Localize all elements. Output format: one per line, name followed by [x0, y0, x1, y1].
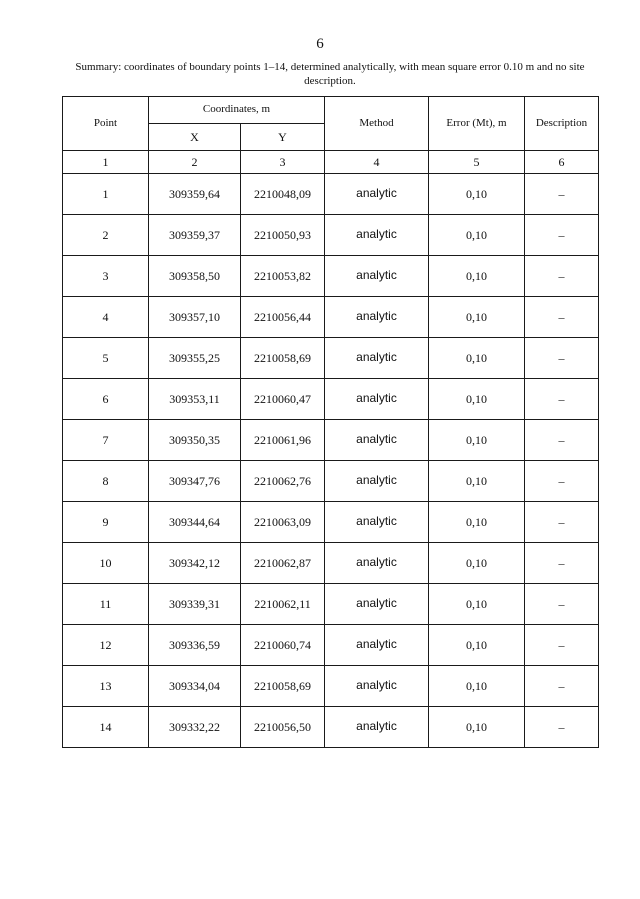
- cell-method: analytic: [325, 543, 429, 584]
- cell-method: analytic: [325, 174, 429, 215]
- column-number-row: [63, 151, 599, 174]
- cell-error: 0,10: [429, 338, 525, 379]
- cell-description: –: [525, 338, 599, 379]
- cell-error: 0,10: [429, 215, 525, 256]
- cell-error: 0,10: [429, 502, 525, 543]
- cell-method: analytic: [325, 461, 429, 502]
- cell-point-id: 14: [63, 707, 149, 748]
- page-number: 6: [316, 36, 324, 52]
- column-number: 6: [525, 151, 599, 174]
- header-point-id: Point: [63, 97, 149, 151]
- cell-error: 0,10: [429, 256, 525, 297]
- header-coordinates: Coordinates, m: [149, 97, 325, 124]
- cell-method: analytic: [325, 215, 429, 256]
- header-x: X: [149, 124, 241, 151]
- cell-y: 2210056,50: [241, 707, 325, 748]
- cell-y: 2210053,82: [241, 256, 325, 297]
- cell-point-id: 6: [63, 379, 149, 420]
- table-row: [63, 256, 599, 297]
- cell-point-id: 2: [63, 215, 149, 256]
- column-number: 1: [63, 151, 149, 174]
- column-number: 3: [241, 151, 325, 174]
- cell-method: analytic: [325, 297, 429, 338]
- cell-x: 309342,12: [149, 543, 241, 584]
- cell-description: –: [525, 707, 599, 748]
- cell-description: –: [525, 256, 599, 297]
- cell-description: –: [525, 625, 599, 666]
- cell-point-id: 5: [63, 338, 149, 379]
- table-row: [63, 502, 599, 543]
- cell-x: 309359,37: [149, 215, 241, 256]
- table-row: [63, 543, 599, 584]
- table-row: [63, 625, 599, 666]
- cell-x: 309336,59: [149, 625, 241, 666]
- header-method: Method: [325, 97, 429, 151]
- header-description: Description: [525, 97, 599, 151]
- cell-y: 2210048,09: [241, 174, 325, 215]
- cell-method: analytic: [325, 625, 429, 666]
- header-y: Y: [241, 124, 325, 151]
- cell-y: 2210062,11: [241, 584, 325, 625]
- cell-method: analytic: [325, 666, 429, 707]
- table-row: [63, 297, 599, 338]
- cell-y: 2210060,74: [241, 625, 325, 666]
- cell-error: 0,10: [429, 379, 525, 420]
- header-error: Error (Mt), m: [429, 97, 525, 151]
- cell-description: –: [525, 666, 599, 707]
- cell-description: –: [525, 461, 599, 502]
- cell-error: 0,10: [429, 297, 525, 338]
- cell-point-id: 10: [63, 543, 149, 584]
- page-summary: Summary: coordinates of boundary points 1–14, determined analytically, with mean square error 0.10 m and no site description.: [75, 61, 585, 88]
- cell-description: –: [525, 174, 599, 215]
- cell-y: 2210063,09: [241, 502, 325, 543]
- cell-x: 309359,64: [149, 174, 241, 215]
- table-row: [63, 420, 599, 461]
- boundary-points-table: [62, 96, 599, 748]
- cell-description: –: [525, 584, 599, 625]
- cell-error: 0,10: [429, 666, 525, 707]
- cell-x: 309350,35: [149, 420, 241, 461]
- column-number: 2: [149, 151, 241, 174]
- cell-description: –: [525, 420, 599, 461]
- cell-point-id: 1: [63, 174, 149, 215]
- cell-point-id: 12: [63, 625, 149, 666]
- cell-error: 0,10: [429, 543, 525, 584]
- cell-description: –: [525, 543, 599, 584]
- table-body: [63, 174, 599, 748]
- cell-point-id: 4: [63, 297, 149, 338]
- table-row: [63, 666, 599, 707]
- table-row: [63, 379, 599, 420]
- cell-point-id: 8: [63, 461, 149, 502]
- cell-x: 309358,50: [149, 256, 241, 297]
- table-row: [63, 584, 599, 625]
- table-row: [63, 215, 599, 256]
- cell-x: 309347,76: [149, 461, 241, 502]
- cell-description: –: [525, 297, 599, 338]
- cell-method: analytic: [325, 584, 429, 625]
- cell-method: analytic: [325, 256, 429, 297]
- table-row: [63, 707, 599, 748]
- cell-method: analytic: [325, 379, 429, 420]
- cell-y: 2210061,96: [241, 420, 325, 461]
- cell-error: 0,10: [429, 174, 525, 215]
- cell-description: –: [525, 502, 599, 543]
- cell-error: 0,10: [429, 584, 525, 625]
- cell-x: 309353,11: [149, 379, 241, 420]
- cell-error: 0,10: [429, 625, 525, 666]
- cell-x: 309355,25: [149, 338, 241, 379]
- cell-point-id: 3: [63, 256, 149, 297]
- table-row: [63, 461, 599, 502]
- cell-error: 0,10: [429, 420, 525, 461]
- cell-y: 2210062,76: [241, 461, 325, 502]
- cell-method: analytic: [325, 707, 429, 748]
- cell-point-id: 11: [63, 584, 149, 625]
- cell-error: 0,10: [429, 461, 525, 502]
- cell-x: 309332,22: [149, 707, 241, 748]
- cell-point-id: 7: [63, 420, 149, 461]
- cell-method: analytic: [325, 338, 429, 379]
- cell-y: 2210060,47: [241, 379, 325, 420]
- cell-x: 309334,04: [149, 666, 241, 707]
- cell-x: 309339,31: [149, 584, 241, 625]
- cell-x: 309344,64: [149, 502, 241, 543]
- cell-description: –: [525, 215, 599, 256]
- cell-description: –: [525, 379, 599, 420]
- cell-y: 2210050,93: [241, 215, 325, 256]
- cell-y: 2210058,69: [241, 338, 325, 379]
- cell-error: 0,10: [429, 707, 525, 748]
- table-row: [63, 174, 599, 215]
- cell-point-id: 13: [63, 666, 149, 707]
- table-row: [63, 338, 599, 379]
- cell-y: 2210058,69: [241, 666, 325, 707]
- cell-method: analytic: [325, 420, 429, 461]
- cell-y: 2210056,44: [241, 297, 325, 338]
- column-number: 4: [325, 151, 429, 174]
- cell-x: 309357,10: [149, 297, 241, 338]
- column-number: 5: [429, 151, 525, 174]
- cell-y: 2210062,87: [241, 543, 325, 584]
- cell-point-id: 9: [63, 502, 149, 543]
- cell-method: analytic: [325, 502, 429, 543]
